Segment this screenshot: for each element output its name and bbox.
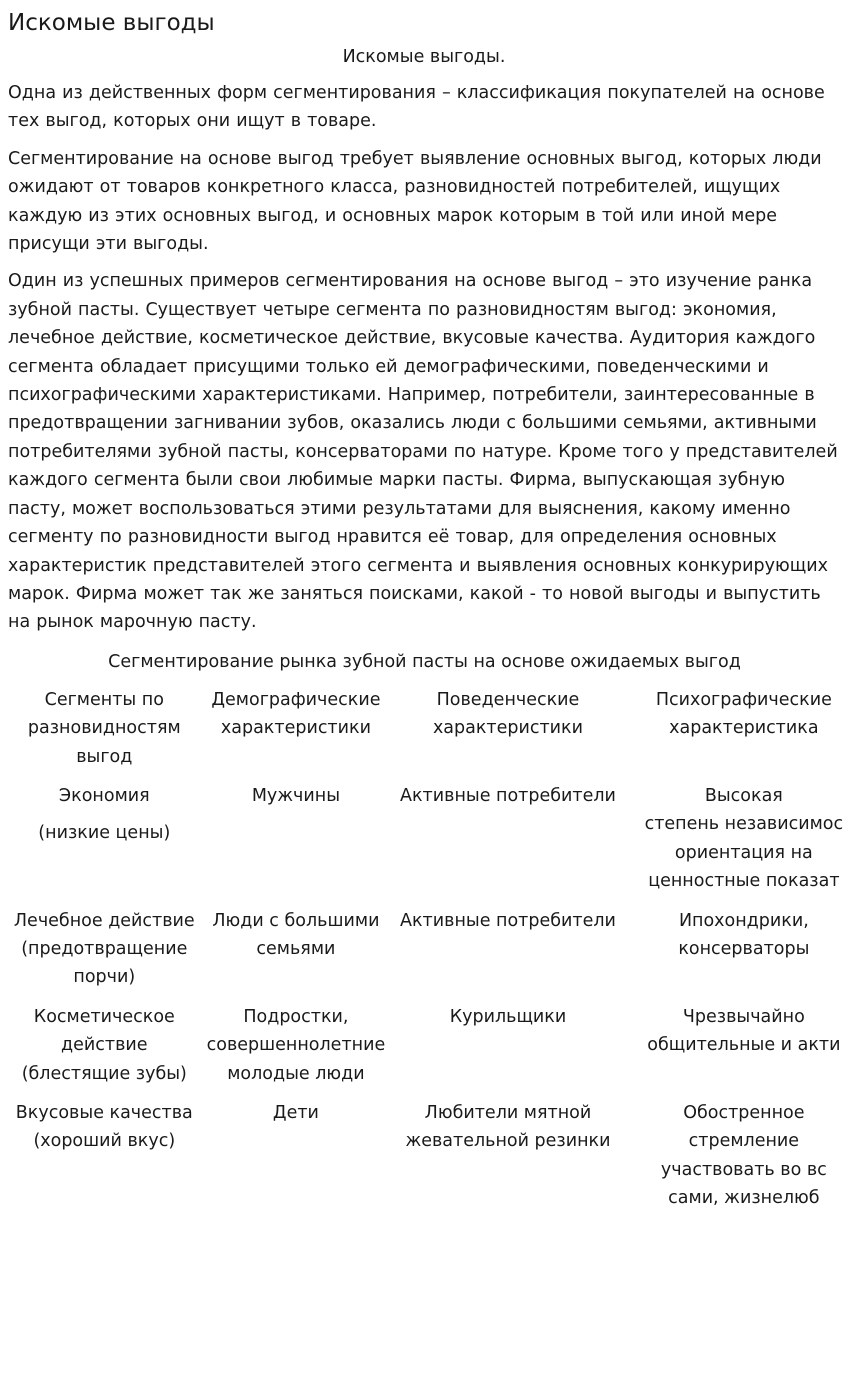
cell-segment: Лечебное действие (предотвращение порчи) [13, 910, 195, 988]
cell-psychographic [625, 907, 847, 964]
cell-segment: Вкусовые качества (хороший вкус) [15, 1103, 193, 1152]
paragraph-intro: Одна из действенных форм сегментирования – классификация покупателей на основе тех выгод, которых они ищут в товаре. [8, 83, 825, 132]
header-behavioral: Поведенческие характеристики [432, 689, 583, 739]
cell-psychographic [625, 782, 847, 896]
section-heading: Искомые выгоды. [342, 47, 506, 67]
table-header-row [8, 686, 847, 771]
table-row [8, 782, 847, 896]
psychographic-line: Обостренное [683, 1103, 805, 1123]
psychographic-line: ценностные показат [648, 871, 840, 892]
table-row [8, 1099, 847, 1213]
table-row [8, 1003, 847, 1088]
cell-demographic: Дети [272, 1103, 319, 1123]
header-psychographic [625, 686, 847, 743]
psychographic-line: консерваторы [678, 938, 810, 959]
segment-label: Экономия [58, 785, 150, 806]
segmentation-table [8, 686, 847, 1213]
document-page [8, 0, 844, 1224]
cell-behavioral: Активные потребители [400, 910, 616, 931]
cell-psychographic [625, 1003, 847, 1060]
paragraph-method: Сегментирование на основе выгод требует выявление основных выгод, которых люди ожидают от товаров конкретного класса, разновидностей потребителей, ищущих каждую из этих основных выгод, и основных марок которым в той или иной мере присущи эти выгоды. [8, 148, 822, 255]
psychographic-line: Ипохондрики, [678, 910, 809, 931]
paragraph-example: Один из успешных примеров сегментирования на основе выгод – это изучение ранка зубной пасты. Существует четыре сегмента по разновидностям выгод: экономия, лечебное действие, косметическое действие, вкусовые качества. Аудитория каждого сегмента обладает присущими только ей демографическими, поведенческими и психографическими характеристиками. Например, потребители, заинтересованные в предотвращении загнивании зубов, оказались люди с большими семьями, активными потребителями зубной пасты, консерваторами по натуре. Кроме того у представителей каждого сегмента были свои любимые марки пасты. Фирма, выпускающая зубную пасту, может воспользоваться этими результатами для выяснения, какому именно сегменту по разновидности выгод нравится её товар, для определения основных характеристик представителей этого сегмента и выявления основных конкурирующих марок. Фирма может так же заняться поисками, какой - то новой выгоды и выпустить на рынок марочную пасту. [8, 271, 838, 633]
psychographic-line: ориентация на [674, 842, 813, 863]
header-psychographic-line: характеристика [669, 718, 819, 739]
psychographic-line: участвовать во вс [660, 1159, 827, 1180]
cell-behavioral: Курильщики [449, 1006, 567, 1027]
document-title: Искомые выгоды [8, 10, 215, 36]
header-segments: Сегменты по разновидностям выгод [27, 689, 181, 767]
header-demographic: Демографические характеристики [211, 689, 381, 739]
cell-demographic: Люди с большими семьями [212, 910, 380, 959]
table-row [8, 907, 847, 992]
cell-segment [8, 782, 201, 848]
cell-behavioral: Активные потребители [400, 785, 616, 806]
cell-psychographic [625, 1099, 847, 1213]
psychographic-line: стремление [688, 1131, 800, 1152]
psychographic-line: Высокая [704, 785, 783, 806]
cell-demographic: Мужчины [251, 785, 341, 806]
segment-note: (низкие цены) [38, 823, 171, 844]
psychographic-line: Чрезвычайно [682, 1006, 805, 1027]
cell-segment: Косметическое действие (блестящие зубы) [21, 1006, 187, 1084]
psychographic-line: степень независимос [644, 814, 844, 835]
cell-demographic: Подростки, совершеннолетние молодые люди [206, 1006, 386, 1084]
psychographic-line: общительные и акти [647, 1035, 841, 1056]
header-psychographic-line: Психографические [655, 689, 832, 710]
cell-behavioral: Любители мятной жевательной резинки [405, 1103, 611, 1152]
table-caption: Сегментирование рынка зубной пасты на основе ожидаемых выгод [108, 651, 741, 672]
psychographic-line: сами, жизнелюб [668, 1188, 820, 1209]
